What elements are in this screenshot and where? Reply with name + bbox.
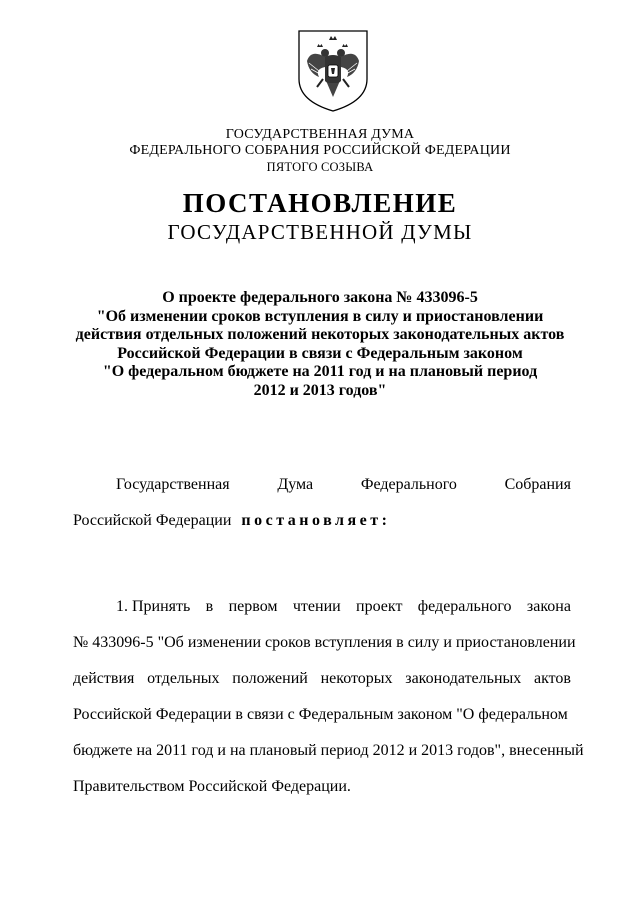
word: федерального [417,598,512,615]
preamble-line-2 [73,512,390,530]
preamble-word: Собрания [504,476,571,493]
paragraph-1-line-2: № 433096-5 "Об изменении сроков вступления в силу и приостановлении [73,634,576,651]
preamble-text: Российской Федерации [73,512,232,529]
word: первом [228,598,278,615]
paragraph-1-line-5: бюджете на 2011 год и на плановый период 2012 и 2013 годов", внесенный [73,742,584,759]
word: действия [73,670,135,687]
word: законодательных [405,670,522,687]
document-issuer: ГОСУДАРСТВЕННОЙ ДУМЫ [167,220,473,244]
preamble-line-1 [116,476,571,494]
org-line-3: ПЯТОГО СОЗЫВА [266,160,374,174]
word: закона [526,598,571,615]
document-type-title: ПОСТАНОВЛЕНИЕ [182,188,458,218]
word: чтении [292,598,341,615]
subject-line-2: "Об изменении сроков вступления в силу и приостановлении [96,307,544,325]
subject-line-4: Российской Федерации в связи с Федеральным законом [117,344,523,362]
word: в [205,598,214,615]
paragraph-1-line-1 [116,598,571,616]
subject-line-3: действия отдельных положений некоторых законодательных актов [75,326,565,343]
preamble-decree-word: постановляет: [241,512,391,529]
russian-coat-of-arms-icon [295,27,371,113]
org-line-1: ГОСУДАРСТВЕННАЯ ДУМА [225,127,415,142]
paragraph-1-line-4: Российской Федерации в связи с Федеральным законом "О федеральном [73,706,568,723]
preamble-word: Дума [277,476,314,493]
preamble-word: Федерального [360,476,457,493]
document-subject [0,289,640,400]
preamble-word: Государственная [116,476,230,493]
word: положений [232,670,308,687]
word: проект [356,598,403,615]
word: отдельных [147,670,220,687]
word: некоторых [320,670,393,687]
paragraph-1-line-3 [73,670,571,688]
subject-line-1: О проекте федерального закона № 433096-5 [162,289,478,306]
subject-line-6: 2012 и 2013 годов" [253,381,387,399]
word: актов [533,670,571,687]
org-line-2: ФЕДЕРАЛЬНОГО СОБРАНИЯ РОССИЙСКОЙ ФЕДЕРАЦИИ [129,143,511,158]
paragraph-1-line-6: Правительством Российской Федерации. [73,778,351,795]
subject-line-5: "О федеральном бюджете на 2011 год и на плановый период [102,363,538,380]
organization-header [0,127,640,175]
word: 1. Принять [116,598,191,615]
